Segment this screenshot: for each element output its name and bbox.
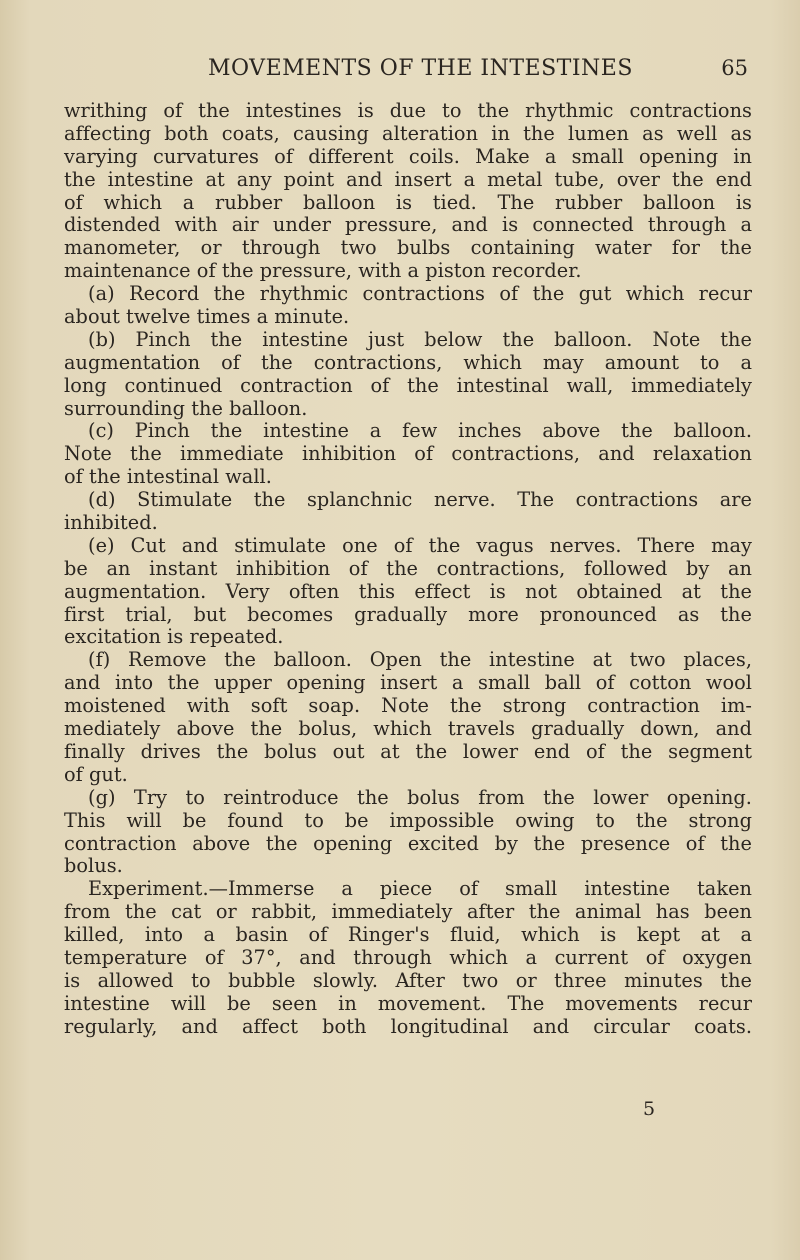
text-line: long continued contraction of the intestinal wall, immediately — [64, 373, 752, 397]
text-line: Note the immediate inhibition of contractions, and relaxation — [64, 442, 752, 466]
text-line: affecting both coats, causing alteration in the lumen as well as — [64, 121, 752, 145]
text-line: maintenance of the pressure, with a piston recorder. — [64, 259, 582, 283]
text-line: (c) Pinch the intestine a few inches above the balloon. — [88, 419, 752, 443]
text-line: excitation is repeated. — [64, 625, 284, 649]
text-line: (a) Record the rhythmic contractions of the gut which recur — [88, 282, 752, 306]
text-line: moistened with soft soap. Note the strong contraction im- — [64, 694, 752, 718]
text-line: of the intestinal wall. — [64, 465, 272, 489]
text-line: of gut. — [64, 762, 128, 786]
text-line: be an instant inhibition of the contractions, followed by an — [64, 556, 752, 580]
text-line: bolus. — [64, 854, 123, 878]
text-line: the intestine at any point and insert a metal tube, over the end — [64, 167, 752, 191]
text-line: Experiment.—Immerse a piece of small intestine taken — [88, 877, 752, 901]
text-line: regularly, and affect both longitudinal and circular coats. — [64, 1014, 752, 1038]
text-line: (d) Stimulate the splanchnic nerve. The contractions are — [88, 488, 752, 512]
text-line: (f) Remove the balloon. Open the intestine at two places, — [88, 648, 752, 672]
text-line: manometer, or through two bulbs containing water for the — [64, 236, 752, 260]
text-line: surrounding the balloon. — [64, 396, 308, 420]
text-line: contraction above the opening excited by the presence of the — [64, 831, 752, 855]
text-line: killed, into a basin of Ringer's fluid, which is kept at a — [64, 923, 752, 947]
text-line: (g) Try to reintroduce the bolus from the lower opening. — [88, 785, 752, 809]
text-line: from the cat or rabbit, immediately after the animal has been — [64, 900, 752, 924]
body-text — [64, 100, 752, 1039]
text-line: is allowed to bubble slowly. After two or three minutes the — [64, 968, 752, 992]
page-header — [208, 56, 748, 88]
text-line: varying curvatures of different coils. Make a small opening in — [64, 144, 752, 168]
text-line: about twelve times a minute. — [64, 305, 350, 329]
text-line: This will be found to be impossible owing to the strong — [64, 808, 752, 832]
text-line: augmentation. Very often this effect is not obtained at the — [64, 579, 752, 603]
text-line: writhing of the intestines is due to the rhythmic contractions — [64, 99, 752, 122]
text-line: mediately above the bolus, which travels gradually down, and — [64, 717, 752, 741]
text-line: of which a rubber balloon is tied. The rubber balloon is — [64, 190, 752, 214]
running-title: MOVEMENTS OF THE INTESTINES — [208, 56, 633, 81]
text-line: finally drives the bolus out at the lower end of the segment — [64, 739, 752, 763]
text-line: augmentation of the contractions, which may amount to a — [64, 350, 752, 374]
text-line: and into the upper opening insert a small ball of cotton wool — [64, 671, 752, 695]
text-line: distended with air under pressure, and is connected through a — [64, 213, 752, 237]
signature-mark: 5 — [643, 1098, 656, 1120]
text-line: inhibited. — [64, 511, 158, 535]
text-line: (e) Cut and stimulate one of the vagus nerves. There may — [88, 533, 752, 557]
text-line: (b) Pinch the intestine just below the balloon. Note the — [88, 327, 752, 351]
text-line: first trial, but becomes gradually more pronounced as the — [64, 602, 752, 626]
text-line: intestine will be seen in movement. The movements recur — [64, 991, 752, 1015]
page-number: 65 — [721, 56, 748, 80]
text-line: temperature of 37°, and through which a current of oxygen — [64, 945, 752, 969]
